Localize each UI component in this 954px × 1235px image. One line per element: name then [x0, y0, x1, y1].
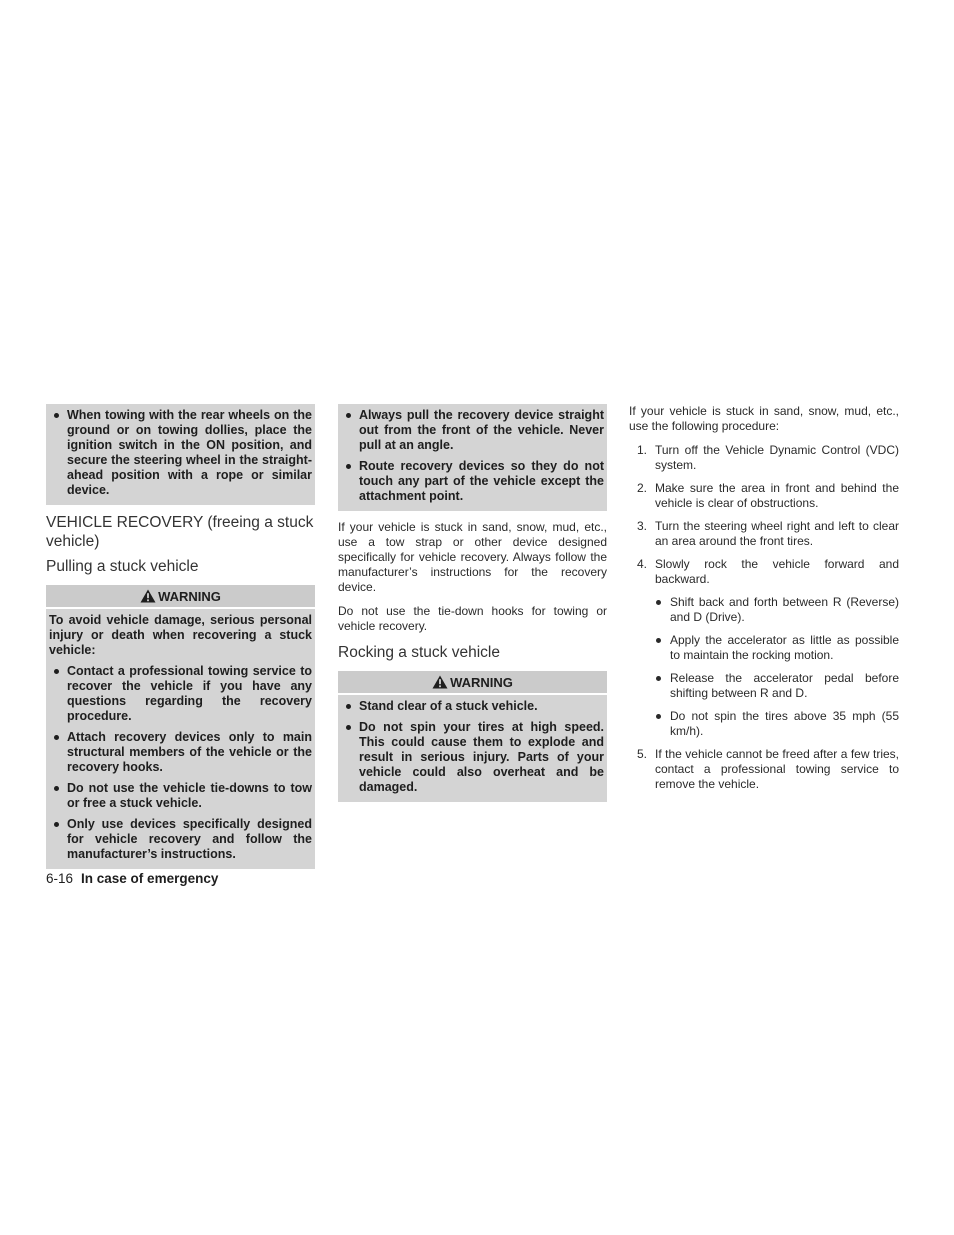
towing-note-bullet: When towing with the rear wheels on the ground or on towing dollies, place the ignition switch in the ON position, and secure the steering wheel in the straight-ahead position with a rope or similar device.: [49, 408, 312, 498]
warning-box-pulling: [46, 585, 315, 869]
warning-header: [338, 671, 607, 695]
procedure-step: [629, 519, 899, 549]
procedure-steps: [629, 443, 899, 792]
warning-bullet: Contact a professional towing service to recover the vehicle if you have any questions regarding the recovery procedure.: [49, 664, 312, 724]
subsection-title-pulling: Pulling a stuck vehicle: [46, 558, 199, 575]
step-text: If the vehicle cannot be freed after a few tries, contact a professional towing service to remove the vehicle.: [655, 747, 899, 791]
step-subbullet: Shift back and forth between R (Reverse) and D (Drive).: [655, 595, 899, 625]
procedure-step: [629, 747, 899, 792]
step-subbullet: Do not spin the tires above 35 mph (55 km/h).: [655, 709, 899, 739]
recovery-caution-box: [338, 404, 607, 511]
warning-bullet: Only use devices specifically designed for vehicle recovery and follow the manufacturer’s instructions.: [49, 817, 312, 862]
page-number: 6-16: [46, 871, 74, 886]
recovery-caution-bullet: Always pull the recovery device straight out from the front of the vehicle. Never pull at an angle.: [341, 408, 604, 453]
warning-label: WARNING: [450, 674, 513, 690]
column-left: [46, 404, 315, 869]
warning-label: WARNING: [158, 588, 221, 604]
procedure-step: [629, 557, 899, 739]
step-subbullet: Apply the accelerator as little as possible to maintain the rocking motion.: [655, 633, 899, 663]
step-subbullets: [655, 595, 899, 739]
step-number: 4.: [637, 557, 648, 571]
warning-bullet: Stand clear of a stuck vehicle.: [341, 699, 604, 714]
recovery-caution-bullet: Route recovery devices so they do not touch any part of the vehicle except the attachment point.: [341, 459, 604, 504]
warning-bullet: Do not use the vehicle tie-downs to tow or free a stuck vehicle.: [49, 781, 312, 811]
warning-triangle-icon: [140, 589, 156, 603]
footer-section-name: In case of emergency: [81, 871, 219, 886]
body-paragraph: If your vehicle is stuck in sand, snow, mud, etc., use a tow strap or other device designed specifically for vehicle recovery. Always follow the manufacturer’s instructions for the recovery device.: [338, 520, 607, 594]
warning-bullet: Attach recovery devices only to main structural members of the vehicle or the recovery hooks.: [49, 730, 312, 775]
warning-bullet: Do not spin your tires at high speed. This could cause them to explode and result in serious injury. Parts of your vehicle could also overheat and be damaged.: [341, 720, 604, 795]
step-text: Make sure the area in front and behind the vehicle is clear of obstructions.: [655, 481, 899, 510]
warning-intro: To avoid vehicle damage, serious personal injury or death when recovering a stuck vehicle:: [49, 613, 312, 657]
step-text: Slowly rock the vehicle forward and backward.: [655, 557, 899, 586]
body-paragraph: Do not use the tie-down hooks for towing or vehicle recovery.: [338, 604, 607, 633]
procedure-step: [629, 481, 899, 511]
subsection-title-rocking: Rocking a stuck vehicle: [338, 644, 500, 661]
warning-triangle-icon: [432, 675, 448, 689]
towing-note-box: [46, 404, 315, 505]
procedure-step: [629, 443, 899, 473]
column-right: [629, 404, 899, 800]
page-footer: [46, 871, 218, 886]
column-middle: [338, 404, 607, 802]
procedure-intro: If your vehicle is stuck in sand, snow, mud, etc., use the following procedure:: [629, 404, 899, 433]
step-text: Turn the steering wheel right and left to clear an area around the front tires.: [655, 519, 899, 548]
section-title: VEHICLE RECOVERY (freeing a stuck vehicle): [46, 514, 314, 550]
step-number: 1.: [637, 443, 648, 457]
step-number: 2.: [637, 481, 648, 495]
warning-header: [46, 585, 315, 609]
step-number: 3.: [637, 519, 648, 533]
step-number: 5.: [637, 747, 648, 761]
step-subbullet: Release the accelerator pedal before shifting between R and D.: [655, 671, 899, 701]
step-text: Turn off the Vehicle Dynamic Control (VDC) system.: [655, 443, 899, 472]
warning-box-rocking: [338, 671, 607, 802]
